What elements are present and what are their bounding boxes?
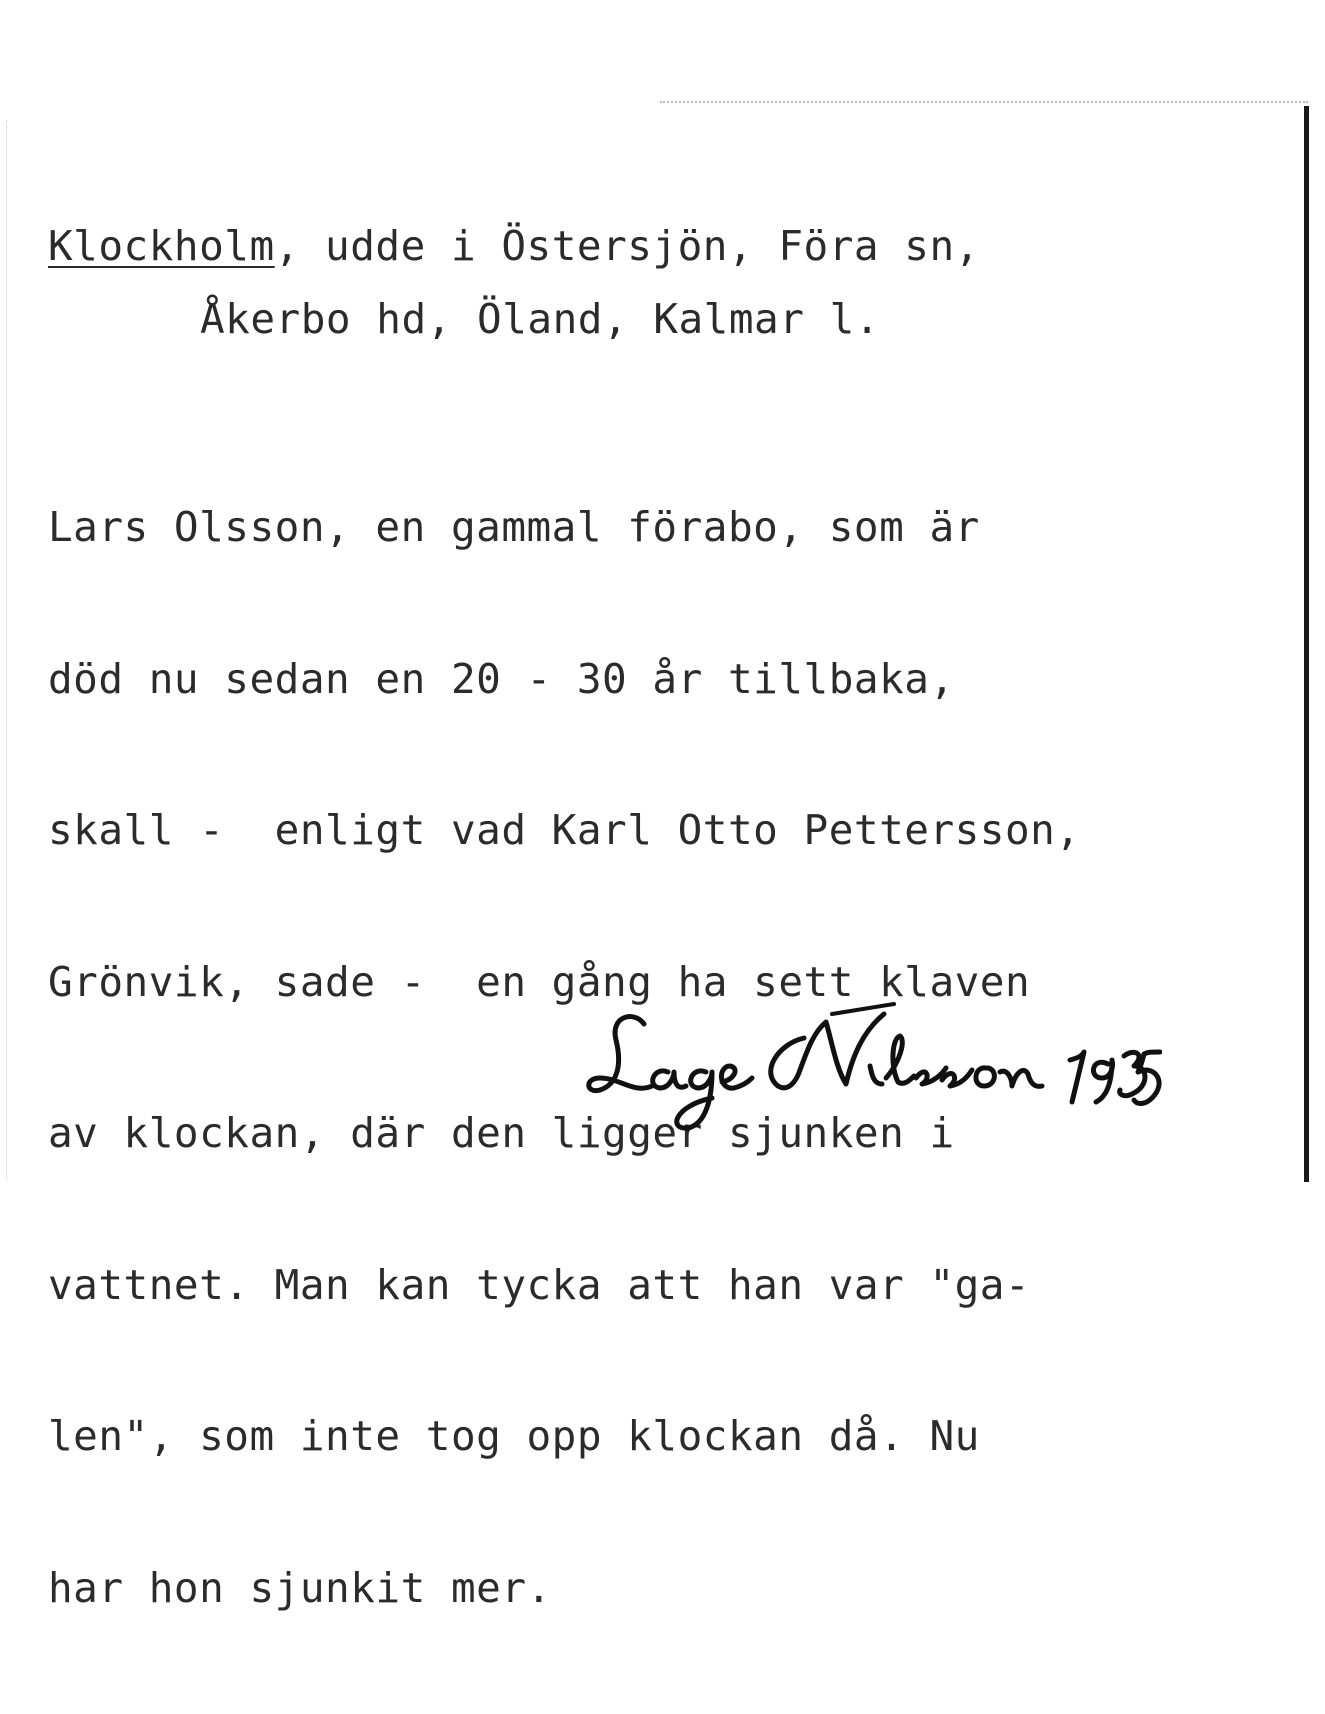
body-line: död nu sedan en 20 - 30 år tillbaka, — [48, 654, 955, 703]
body-line: av klockan, där den ligger sjunken i — [48, 1109, 955, 1157]
body-line: vattnet. Man kan tycka att han var "ga- — [48, 1260, 1031, 1309]
handwritten-signature — [582, 1002, 1162, 1132]
body-line: skall - enligt vad Karl Otto Pettersson, — [48, 806, 1081, 854]
place-name: Klockholm — [48, 222, 275, 270]
card-top-edge — [660, 101, 1308, 103]
header-line-2: Åkerbo hd, Öland, Kalmar l. — [200, 295, 880, 343]
header-line-1-rest: , udde i Östersjön, Föra sn, — [274, 222, 980, 270]
body-line: Lars Olsson, en gammal förabo, som är — [48, 503, 980, 551]
header-line-1 — [48, 222, 980, 270]
card-right-edge — [1304, 106, 1309, 1182]
scan-specks — [6, 120, 9, 1180]
body-line: len", som inte tog opp klockan då. Nu — [48, 1412, 980, 1460]
body-line: Grönvik, sade - en gång ha sett klaven — [48, 957, 1031, 1006]
body-line: har hon sjunkit mer. — [48, 1563, 552, 1612]
